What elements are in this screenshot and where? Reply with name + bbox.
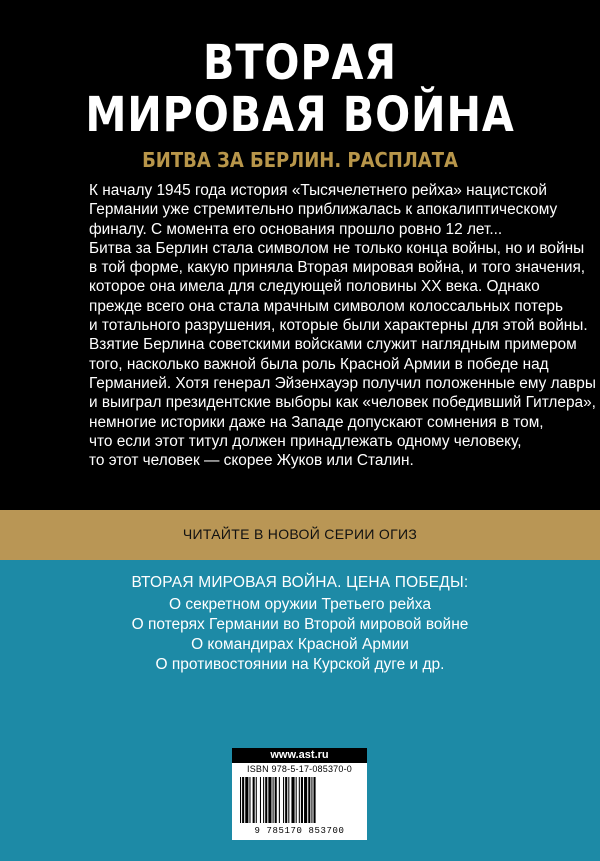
series-banner-text: ЧИТАЙТЕ В НОВОЙ СЕРИИ ОГИЗ xyxy=(182,526,418,542)
annotation-line: Германией. Хотя генерал Эйзенхауэр получил положенные ему лавры xyxy=(89,374,596,392)
barcode-bar xyxy=(291,777,294,823)
annotation-text xyxy=(89,181,596,470)
barcode-bar xyxy=(256,777,257,823)
barcode-bar xyxy=(288,777,289,823)
series-panel xyxy=(0,560,600,861)
barcode-bar xyxy=(253,777,255,823)
series-title: ВТОРАЯ МИРОВАЯ ВОЙНА. ЦЕНА ПОБЕДЫ: xyxy=(131,574,469,591)
series-list xyxy=(0,595,600,675)
annotation-line: прежде всего она стала мрачным символом колоссальных потерь xyxy=(89,297,563,315)
barcode-digits: 9 785170 853700 xyxy=(254,826,345,836)
barcode-bar xyxy=(249,777,250,823)
book-subtitle: БИТВА ЗА БЕРЛИН. РАСПЛАТА xyxy=(142,148,458,172)
annotation-line: К началу 1945 года история «Тысячелетнего рейха» нацистской xyxy=(89,182,547,199)
barcode-bar xyxy=(308,777,310,823)
barcode-bar xyxy=(285,777,287,823)
barcode-bar xyxy=(304,777,307,823)
series-list-item: О командирах Красной Армии xyxy=(191,636,409,653)
barcode-bar xyxy=(279,777,280,823)
annotation-line: и выиграл президентские выборы как «человек победивший Гитлера», xyxy=(89,394,596,412)
annotation-line: Германии уже стремительно приближалась к апокалиптическому xyxy=(89,201,558,219)
barcode-bar xyxy=(299,777,300,823)
barcode-bar xyxy=(275,777,277,823)
annotation-line: Взятие Берлина советскими войсками служит наглядным примером xyxy=(89,336,577,354)
isbn-text: ISBN 978-5-17-085370-0 xyxy=(247,764,352,774)
barcode-bar xyxy=(245,777,248,823)
barcode-bar xyxy=(273,777,274,823)
annotation-line: в той форме, какую приняла Вторая мировая война, и того значения, xyxy=(89,259,586,277)
publisher-url: www.ast.ru xyxy=(232,748,367,763)
barcode-bar xyxy=(296,777,297,823)
annotation-line: того, насколько важной была роль Красной Армии в победе над xyxy=(89,355,549,373)
annotation-line: что если этот титул должен принадлежать одному человеку, xyxy=(89,432,522,450)
annotation-line: финалу. С момента его основания прошло ровно 12 лет... xyxy=(89,220,503,238)
book-title-line-1: ВТОРАЯ xyxy=(203,35,397,91)
barcode-icon xyxy=(238,777,362,827)
series-list-item: О противостоянии на Курской дуге и др. xyxy=(155,656,445,673)
barcode-bar xyxy=(265,777,267,823)
barcode-bar xyxy=(311,777,312,823)
barcode-bar xyxy=(240,777,241,823)
annotation-line: которое она имела для следующей половины XX века. Однако xyxy=(89,278,540,296)
barcode-bar xyxy=(260,777,261,823)
barcode-bar xyxy=(263,777,264,823)
barcode-block xyxy=(232,748,367,840)
annotation-line: и тотального разрушения, которые были характерны для этой войны. xyxy=(89,317,588,335)
annotation-line: Битва за Берлин стала символом не только конца войны, но и войны xyxy=(89,239,585,257)
barcode-bar xyxy=(301,777,303,823)
series-list-item: О секретном оружии Третьего рейха xyxy=(169,596,431,613)
barcode-bar xyxy=(283,777,284,823)
annotation-line: то этот человек — скорее Жуков или Сталин. xyxy=(89,452,414,470)
series-list-item: О потерях Германии во Второй мировой войне xyxy=(131,616,469,633)
series-banner xyxy=(0,510,600,560)
book-title-line-2: МИРОВАЯ ВОЙНА xyxy=(85,87,515,143)
barcode-bar xyxy=(242,777,244,823)
barcode-bar xyxy=(314,777,316,823)
barcode-bar xyxy=(268,777,271,823)
annotation-line: немногие историки даже на Западе допускают сомнения в том, xyxy=(89,413,544,431)
